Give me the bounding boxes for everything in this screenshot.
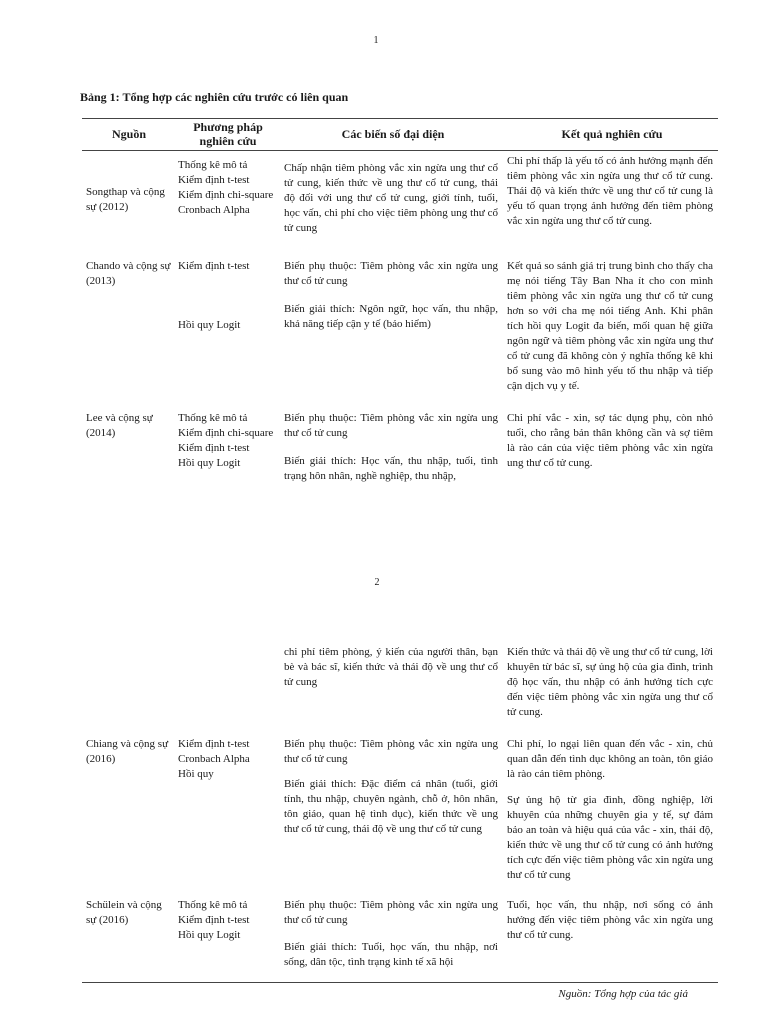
row-variables-explanatory: Biến giải thích: Ngôn ngữ, học vấn, thu nhập, khả năng tiếp cận y tế (bảo hiểm) xyxy=(284,303,498,330)
row-results: Sự ủng hộ từ gia đình, đồng nghiệp, lời khuyên của những chuyên gia y tế, sự đảm bảo an toàn và hiệu quả của vắc - xin, thái độ, kiến thức về ung thư cổ tử cung có ảnh hưởng tích cực đến việc tiêm phòng vắc xin ngừa ung thư cổ tử cung xyxy=(507,794,713,881)
method-item: Thống kê mô tả xyxy=(178,899,248,911)
method-item: Kiểm định t-test xyxy=(178,442,250,454)
header-source: Nguồn xyxy=(111,127,146,141)
method-item: Cronbach Alpha xyxy=(178,204,250,216)
header-variables: Các biến số đại diện xyxy=(341,127,445,141)
row-results: Chi phí, lo ngại liên quan đến vắc - xin, chủ quan dẫn đến tình dục không an toàn, tôn giáo là rào cản tiêm phòng. xyxy=(507,738,713,780)
row-source: Chiang và cộng sự (2016) xyxy=(86,738,169,765)
method-item: Cronbach Alpha xyxy=(178,753,250,765)
method-item: Kiểm định t-test xyxy=(178,174,250,186)
row-variables-explanatory: Biến giải thích: Học vấn, thu nhập, tuổi, tình trạng hôn nhân, nghề nghiệp, thu nhập, xyxy=(284,455,498,482)
row-variables-dependent: Biến phụ thuộc: Tiêm phòng vắc xin ngừa ung thư cổ tử cung xyxy=(284,738,498,765)
table-source-note: Nguồn: Tổng hợp của tác giả xyxy=(558,988,688,1000)
header-method: Phương pháp nghiên cứu xyxy=(193,120,263,148)
row-results: Tuổi, học vấn, thu nhập, nơi sống có ảnh hưởng đến việc tiêm phòng vắc xin ngừa ung thư cổ tử cung. xyxy=(507,899,713,941)
method-item: Thống kê mô tả xyxy=(178,412,248,424)
method-item: Kiểm định t-test xyxy=(178,738,250,750)
table-top-border xyxy=(82,118,718,119)
row-results-continued: Kiến thức và thái độ về ung thư cổ tử cung, lời khuyên từ bác sĩ, sự ủng hộ của gia đình, trình độ học vấn, thu nhập có ảnh hưởng tích cực đến việc tiêm phòng vắc xin ngừa ung thư cổ tử cung. xyxy=(507,646,713,718)
row-variables-dependent: Biến phụ thuộc: Tiêm phòng vắc xin ngừa ung thư cổ tử cung xyxy=(284,412,498,439)
method-item: Hồi quy Logit xyxy=(178,929,241,941)
method-item: Kiểm định t-test xyxy=(178,914,250,926)
page-number: 1 xyxy=(373,35,379,46)
row-source: Schülein và cộng sự (2016) xyxy=(86,899,162,926)
table-bottom-border xyxy=(82,982,718,983)
row-variables-dependent: Biến phụ thuộc: Tiêm phòng vắc xin ngừa ung thư cổ tử cung xyxy=(284,260,498,287)
row-variables-explanatory: Biến giải thích: Tuổi, học vấn, thu nhập, nơi sống, dân tộc, tình trạng kinh tế xã hội xyxy=(284,941,498,968)
page-break xyxy=(0,566,768,576)
row-methods xyxy=(178,737,278,782)
row-variables-explanatory: Biến giải thích: Đặc điểm cá nhân (tuổi, giới tính, thu nhập, chuyên ngành, chỗ ở, hôn nhân, tôn giáo, quan hệ tình dục), kiến thức về ung thư cổ tử cung, thái độ về ung thư cổ tử cung xyxy=(284,778,498,835)
row-source: Songthap và cộng sự (2012) xyxy=(86,186,165,213)
row-results: Chi phí thấp là yếu tố có ảnh hưởng mạnh đến tiêm phòng vắc xin ngừa ung thư cổ tử cung. Thái độ và kiến thức về ung thư cổ tử cung là yếu tố quan trọng ảnh hưởng đến tiêm phòng vắc xin ngừa ung thư cổ tử cung. xyxy=(507,155,713,227)
method-item: Hồi quy xyxy=(178,768,214,780)
method-item: Hồi quy Logit xyxy=(178,457,241,469)
row-source: Chando và cộng sự (2013) xyxy=(86,260,171,287)
method-item: Hồi quy Logit xyxy=(178,319,241,331)
row-methods xyxy=(178,158,278,218)
method-item: Kiểm định t-test xyxy=(178,260,250,272)
method-item: Thống kê mô tả xyxy=(178,159,248,171)
row-source: Lee và cộng sự (2014) xyxy=(86,412,153,439)
method-item: Kiểm định chi-square xyxy=(178,427,274,439)
row-variables: Chấp nhận tiêm phòng vắc xin ngừa ung thư cổ tử cung, kiến thức về ung thư cổ tử cung, thái độ đối với ung thư cổ tử cung, giới tính, tuổi, học vấn, chi phí cho việc tiêm phòng ung thư cổ tử cung xyxy=(284,162,498,234)
row-variables-continued: chi phí tiêm phòng, ý kiến của người thân, bạn bè và bác sĩ, kiến thức và thái độ về ung thư cổ tử cung xyxy=(284,646,498,688)
row-variables-dependent: Biến phụ thuộc: Tiêm phòng vắc xin ngừa ung thư cổ tử cung xyxy=(284,899,498,926)
header-results: Kết quả nghiên cứu xyxy=(561,127,663,141)
row-results: Kết quả so sánh giá trị trung bình cho thấy cha mẹ nói tiếng Tây Ban Nha ít cho con mình tiêm phòng vắc xin ngừa ung thư cổ tử cung hơn so với cha mẹ nói tiếng Anh. Khi phân tích hồi quy Logit đa biến, mối quan hệ giữa ngôn ngữ và tiêm phòng vắc xin ngừa ung thư cổ tử cung đã không còn ý nghĩa thống kê khi bổ sung vào mô hình yếu tố thu nhập và tiếp cận dịch vụ y tế. xyxy=(507,260,713,392)
page-number: 2 xyxy=(374,577,380,588)
header-bottom-border xyxy=(82,150,718,151)
table-caption: Bảng 1: Tổng hợp các nghiên cứu trước có liên quan xyxy=(80,90,349,104)
row-methods xyxy=(178,411,278,471)
method-item: Kiểm định chi-square xyxy=(178,189,274,201)
row-methods xyxy=(178,898,278,943)
row-results: Chi phí vắc - xin, sợ tác dụng phụ, còn nhỏ tuổi, cho rằng bản thân không cần và sợ tiêm là rào cản của việc tiêm phòng vắc xin ngừa ung thư cổ tử cung. xyxy=(507,412,713,469)
